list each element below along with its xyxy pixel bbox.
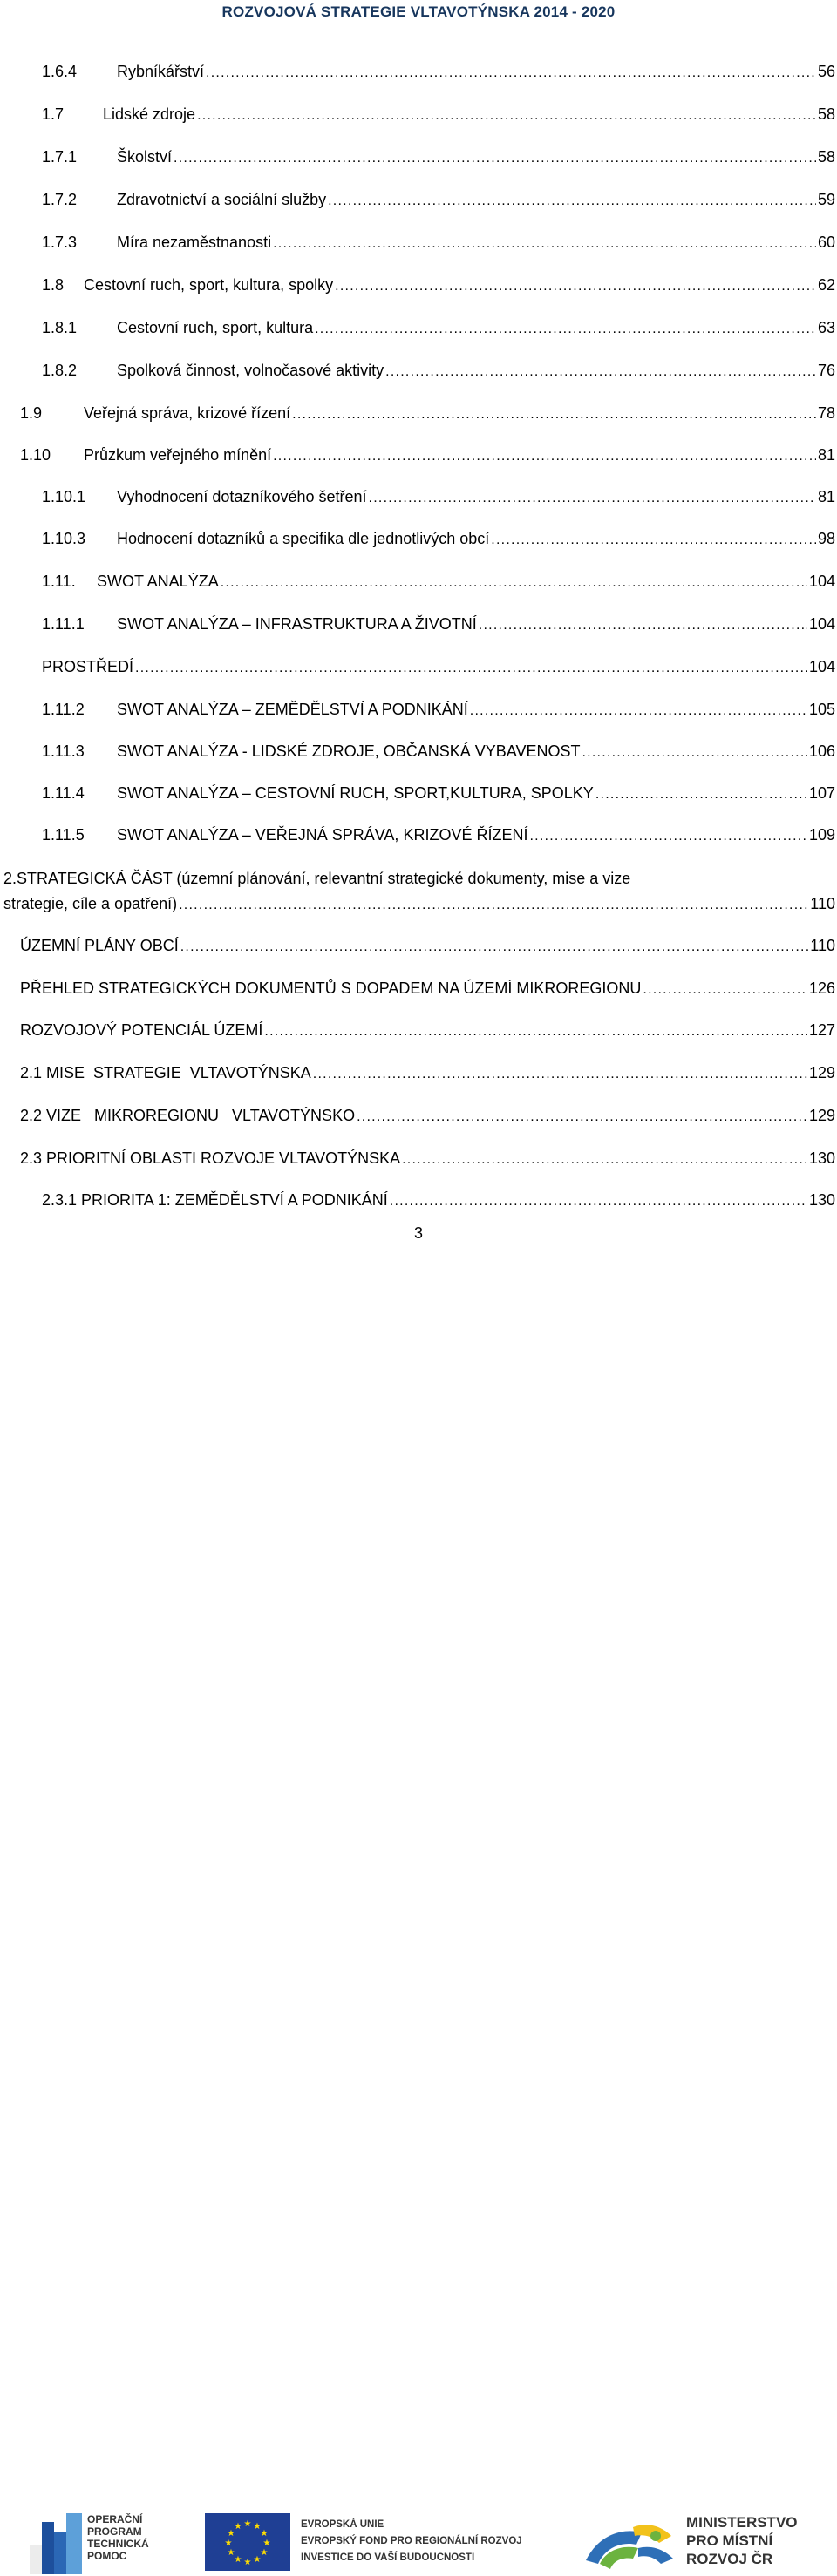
svg-text:★: ★ xyxy=(253,2522,262,2532)
toc-page: 130 xyxy=(808,1149,835,1167)
toc-page: 104 xyxy=(808,615,835,633)
toc-entry[interactable] xyxy=(42,571,835,593)
toc-title: ROZVOJOVÝ POTENCIÁL ÚZEMÍ xyxy=(20,1021,263,1039)
toc-number: 1.11.5 xyxy=(42,826,85,844)
toc-leader xyxy=(315,317,816,340)
toc-title: Cestovní ruch, sport, kultura xyxy=(117,319,314,336)
toc-page: 109 xyxy=(808,826,835,844)
op-logo-text: OPERAČNÍ PROGRAM TECHNICKÁ POMOC xyxy=(87,2513,149,2562)
toc-page: 81 xyxy=(817,446,835,464)
toc-page: 129 xyxy=(808,1107,835,1124)
toc-leader xyxy=(369,486,816,509)
svg-text:★: ★ xyxy=(243,2519,252,2529)
toc-page: 58 xyxy=(817,148,835,166)
toc-leader xyxy=(390,1190,807,1212)
toc-page: 107 xyxy=(808,784,835,802)
toc-leader xyxy=(313,1062,807,1085)
toc-number: 1.9 xyxy=(20,404,43,422)
toc-leader xyxy=(292,403,816,425)
toc-title: strategie, cíle a opatření) xyxy=(3,895,178,912)
toc-page: 106 xyxy=(808,742,835,760)
toc-entry[interactable] xyxy=(20,935,835,958)
svg-text:★: ★ xyxy=(224,2539,233,2548)
toc-leader xyxy=(491,528,816,551)
toc-entry[interactable] xyxy=(42,741,835,763)
toc-leader xyxy=(273,232,816,254)
toc-leader xyxy=(135,656,807,679)
toc-title: Hodnocení dotazníků a specifika dle jednotlivých obcí xyxy=(117,530,490,547)
toc-page: 76 xyxy=(817,362,835,379)
toc-leader xyxy=(221,571,807,593)
svg-text:★: ★ xyxy=(262,2539,271,2548)
toc-title: 2.2 VIZE MIKROREGIONU VLTAVOTÝNSKO xyxy=(20,1107,356,1124)
toc-leader xyxy=(385,360,816,383)
toc-number: 1.10.1 xyxy=(42,488,86,505)
toc-title: Cestovní ruch, sport, kultura, spolky xyxy=(84,276,334,294)
toc-number: 1.11.2 xyxy=(42,701,85,718)
toc-title: PŘEHLED STRATEGICKÝCH DOKUMENTŮ S DOPADEM NA ÚZEMÍ MIKROREGIONU xyxy=(20,980,642,997)
toc-number: 1.7.1 xyxy=(42,148,78,166)
toc-page: 127 xyxy=(808,1021,835,1039)
toc-entry[interactable] xyxy=(3,868,835,916)
svg-text:★: ★ xyxy=(234,2522,242,2532)
toc-title: SWOT ANALÝZA – VEŘEJNÁ SPRÁVA, KRIZOVÉ ŘÍZENÍ xyxy=(117,826,528,844)
toc-number: 1.11. xyxy=(42,573,76,590)
toc-page: 110 xyxy=(810,895,835,912)
toc-page: 98 xyxy=(817,530,835,547)
toc-entry[interactable] xyxy=(42,783,835,805)
svg-text:★: ★ xyxy=(234,2555,242,2565)
svg-text:★: ★ xyxy=(227,2548,235,2558)
toc-page: 130 xyxy=(808,1191,835,1209)
toc-title: Zdravotnictví a sociální služby xyxy=(117,191,327,208)
toc-title: SWOT ANALÝZA – CESTOVNÍ RUCH, SPORT,KULTURA, SPOLKY xyxy=(117,784,594,802)
toc-entry[interactable] xyxy=(42,61,835,84)
toc-leader xyxy=(582,741,806,763)
op-technicka-pomoc-logo xyxy=(26,2510,85,2576)
toc-number: 1.8.1 xyxy=(42,319,78,336)
toc-entry[interactable] xyxy=(42,189,835,212)
eu-flag-logo xyxy=(205,2513,290,2571)
toc-page: 81 xyxy=(817,488,835,505)
footer-logos xyxy=(0,1253,837,2567)
toc-leader xyxy=(402,1148,807,1170)
toc-leader xyxy=(264,1020,807,1042)
toc-leader xyxy=(179,893,808,916)
document-header: ROZVOJOVÁ STRATEGIE VLTAVOTÝNSKA 2014 - 2020 xyxy=(221,3,616,20)
toc-entry[interactable] xyxy=(20,444,835,467)
toc-title: Míra nezaměstnanosti xyxy=(117,234,272,251)
toc-number: 1.10 xyxy=(20,446,51,464)
toc-title: Školství xyxy=(117,148,173,166)
toc-entry[interactable] xyxy=(42,528,835,551)
toc-leader xyxy=(273,444,816,467)
toc-leader xyxy=(357,1105,807,1128)
toc-entry[interactable] xyxy=(20,403,835,425)
toc-page: 126 xyxy=(808,980,835,997)
toc-page: 62 xyxy=(817,276,835,294)
page-number: 3 xyxy=(413,1224,423,1242)
toc-title: SWOT ANALÝZA – INFRASTRUKTURA A ŽIVOTNÍ xyxy=(117,615,477,633)
toc-entry[interactable] xyxy=(42,232,835,254)
toc-leader xyxy=(479,613,807,636)
toc-page: 58 xyxy=(817,105,835,123)
toc-leader xyxy=(328,189,816,212)
toc-title: SWOT ANALÝZA - LIDSKÉ ZDROJE, OBČANSKÁ VYBAVENOST xyxy=(117,742,581,760)
svg-text:★: ★ xyxy=(243,2558,252,2567)
toc-page: 104 xyxy=(808,658,835,675)
toc-page: 78 xyxy=(817,404,835,422)
toc-title: PROSTŘEDÍ xyxy=(42,658,134,675)
toc-page: 56 xyxy=(817,63,835,80)
toc-number: 1.10.3 xyxy=(42,530,86,547)
toc-entry[interactable] xyxy=(20,1105,835,1128)
toc-leader xyxy=(529,824,806,847)
toc-page: 59 xyxy=(817,191,835,208)
toc-title-line: 2.STRATEGICKÁ ČÁST (územní plánování, relevantní strategické dokumenty, mise a vize xyxy=(3,870,631,887)
toc-number: 1.6.4 xyxy=(42,63,78,80)
table-of-contents xyxy=(0,0,837,1220)
toc-leader xyxy=(595,783,807,805)
toc-title: 2.3.1 PRIORITA 1: ZEMĚDĚLSTVÍ A PODNIKÁNÍ xyxy=(42,1191,388,1209)
svg-text:★: ★ xyxy=(260,2548,269,2558)
toc-leader xyxy=(470,699,807,722)
svg-text:★: ★ xyxy=(260,2529,269,2539)
toc-entry[interactable] xyxy=(42,1190,835,1212)
toc-number: 1.11.1 xyxy=(42,615,85,633)
toc-page: 104 xyxy=(808,573,835,590)
toc-entry[interactable] xyxy=(42,104,835,126)
toc-title: Veřejná správa, krizové řízení xyxy=(84,404,291,422)
toc-entry[interactable] xyxy=(42,824,835,847)
toc-title: Lidské zdroje xyxy=(103,105,196,123)
toc-entry[interactable] xyxy=(20,1148,835,1170)
toc-entry[interactable] xyxy=(42,699,835,722)
toc-entry[interactable] xyxy=(42,613,835,636)
toc-leader xyxy=(335,275,816,297)
toc-title: ÚZEMNÍ PLÁNY OBCÍ xyxy=(20,937,179,954)
toc-page: 105 xyxy=(808,701,835,718)
toc-title: Rybníkářství xyxy=(117,63,205,80)
toc-entry[interactable] xyxy=(42,146,835,169)
svg-text:★: ★ xyxy=(227,2529,235,2539)
toc-entry[interactable] xyxy=(42,317,835,340)
mmr-logo-text: MINISTERSTVO PRO MÍSTNÍ ROZVOJ ČR xyxy=(686,2514,798,2567)
toc-leader xyxy=(174,146,816,169)
eu-logo-text: EVROPSKÁ UNIE EVROPSKÝ FOND PRO REGIONÁLNÍ ROZVOJ INVESTICE DO VAŠÍ BUDOUCNOSTI xyxy=(301,2519,522,2563)
toc-page: 63 xyxy=(817,319,835,336)
toc-number: 1.7 xyxy=(42,105,65,123)
toc-entry[interactable] xyxy=(42,486,835,509)
toc-number: 1.7.3 xyxy=(42,234,78,251)
toc-number: 1.11.4 xyxy=(42,784,85,802)
toc-page: 110 xyxy=(810,937,835,954)
toc-entry[interactable] xyxy=(20,1020,835,1042)
toc-number: 1.8 xyxy=(42,276,65,294)
svg-text:★: ★ xyxy=(253,2555,262,2565)
toc-entry[interactable] xyxy=(20,1062,835,1085)
toc-entry[interactable] xyxy=(20,978,835,1000)
toc-entry[interactable] xyxy=(42,360,835,383)
toc-page: 60 xyxy=(817,234,835,251)
toc-number: 1.7.2 xyxy=(42,191,78,208)
toc-title: SWOT ANALÝZA xyxy=(97,573,219,590)
toc-number: 1.11.3 xyxy=(42,742,85,760)
toc-leader xyxy=(643,978,807,1000)
toc-title: Průzkum veřejného mínění xyxy=(84,446,272,464)
toc-entry[interactable] xyxy=(42,275,835,297)
toc-leader xyxy=(197,104,816,126)
toc-entry[interactable] xyxy=(42,656,835,679)
toc-number: 1.8.2 xyxy=(42,362,78,379)
toc-leader xyxy=(180,935,809,958)
mmr-logo-emblem xyxy=(581,2518,678,2573)
toc-leader xyxy=(206,61,816,84)
toc-title: 2.1 MISE STRATEGIE VLTAVOTÝNSKA xyxy=(20,1064,311,1081)
toc-title: Spolková činnost, volnočasové aktivity xyxy=(117,362,384,379)
toc-page: 129 xyxy=(808,1064,835,1081)
toc-title: 2.3 PRIORITNÍ OBLASTI ROZVOJE VLTAVOTÝNSKA xyxy=(20,1149,401,1167)
toc-title: SWOT ANALÝZA – ZEMĚDĚLSTVÍ A PODNIKÁNÍ xyxy=(117,701,468,718)
toc-title: Vyhodnocení dotazníkového šetření xyxy=(117,488,367,505)
